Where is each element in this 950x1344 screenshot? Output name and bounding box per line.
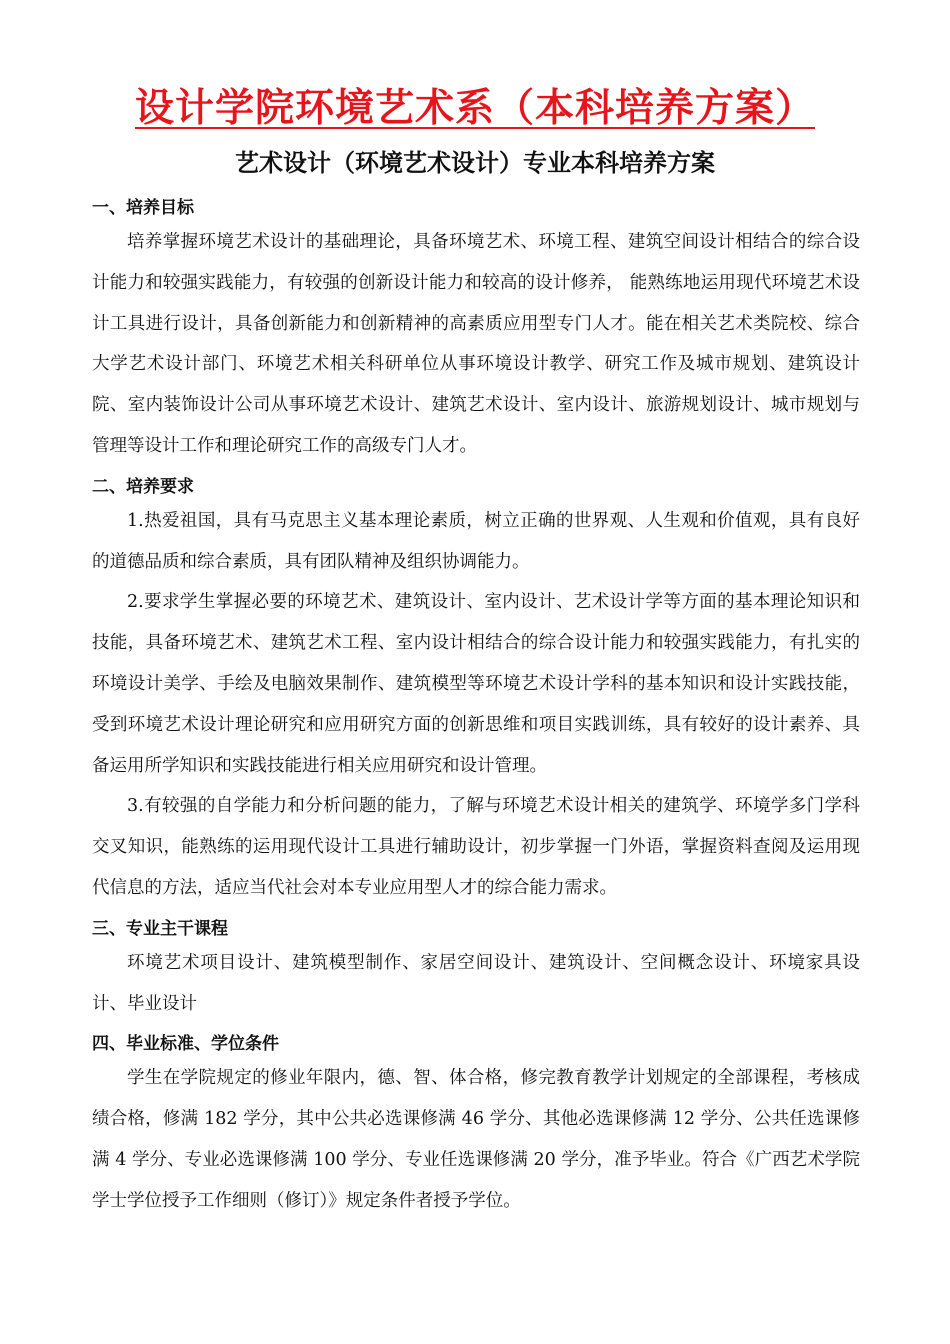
paragraph: 学生在学院规定的修业年限内，德、智、体合格，修完教育教学计划规定的全部课程，考核成绩合格，修满 182 学分，其中公共必选课修满 46 学分、其他必选课修满 12 学分、公共任选课修满 4 学分、专业必选课修满 100 学分、专业任选课修满 20 学分，准予毕业。符合《广西艺术学院学士学位授予工作细则（修订）》规定条件者授予学位。 [92, 1068, 860, 1211]
section-training-requirements [92, 473, 860, 909]
paragraph: 环境艺术项目设计、建筑模型制作、家居空间设计、建筑设计、空间概念设计、环境家具设计、毕业设计 [92, 952, 860, 1014]
paragraph: 2.要求学生掌握必要的环境艺术、建筑设计、室内设计、艺术设计学等方面的基本理论知识和技能，具备环境艺术、建筑艺术工程、室内设计相结合的综合设计能力和较强实践能力，有扎实的环境设计美学、手绘及电脑效果制作、建筑模型等环境艺术设计学科的基本知识和设计实践技能，受到环境艺术设计理论研究和应用研究方面的创新思维和项目实践训练，具有较好的设计素养、具备运用所学知识和实践技能进行相关应用研究和设计管理。 [92, 592, 860, 776]
section-training-goals [92, 194, 860, 467]
document-title-text: 设计学院环境艺术系（本科培养方案） [134, 86, 815, 131]
document-body [92, 194, 860, 1222]
paragraph: 3.有较强的自学能力和分析问题的能力，了解与环境艺术设计相关的建筑学、环境学多门学科交叉知识，能熟练的运用现代设计工具进行辅助设计，初步掌握一门外语，掌握资料查阅及运用现代信息的方法，适应当代社会对本专业应用型人才的综合能力需求。 [92, 796, 860, 898]
paragraph: 培养掌握环境艺术设计的基础理论，具备环境艺术、环境工程、建筑空间设计相结合的综合设计能力和较强实践能力，有较强的创新设计能力和较高的设计修养， 能熟练地运用现代环境艺术设计工具进行设计，具备创新能力和创新精神的高素质应用型专门人才。能在相关艺术类院校、综合大学艺术设计部门、环境艺术相关科研单位从事环境设计教学、研究工作及城市规划、建筑设计院、室内装饰设计公司从事环境艺术设计、建筑艺术设计、室内设计、旅游规划设计、城市规划与管理等设计工作和理论研究工作的高级专门人才。 [92, 232, 860, 456]
section-heading: 一、培养目标 [92, 198, 194, 218]
section-heading: 三、专业主干课程 [92, 918, 228, 939]
document-title [0, 82, 950, 136]
section-heading: 四、毕业标准、学位条件 [92, 1034, 279, 1055]
section-core-courses [92, 915, 860, 1025]
section-graduation-criteria [92, 1030, 860, 1221]
section-heading: 二、培养要求 [92, 476, 194, 497]
document-subtitle: 艺术设计（环境艺术设计）专业本科培养方案 [235, 149, 715, 177]
paragraph: 1.热爱祖国，具有马克思主义基本理论素质，树立正确的世界观、人生观和价值观，具有良好的道德品质和综合素质，具有团队精神及组织协调能力。 [92, 510, 860, 572]
